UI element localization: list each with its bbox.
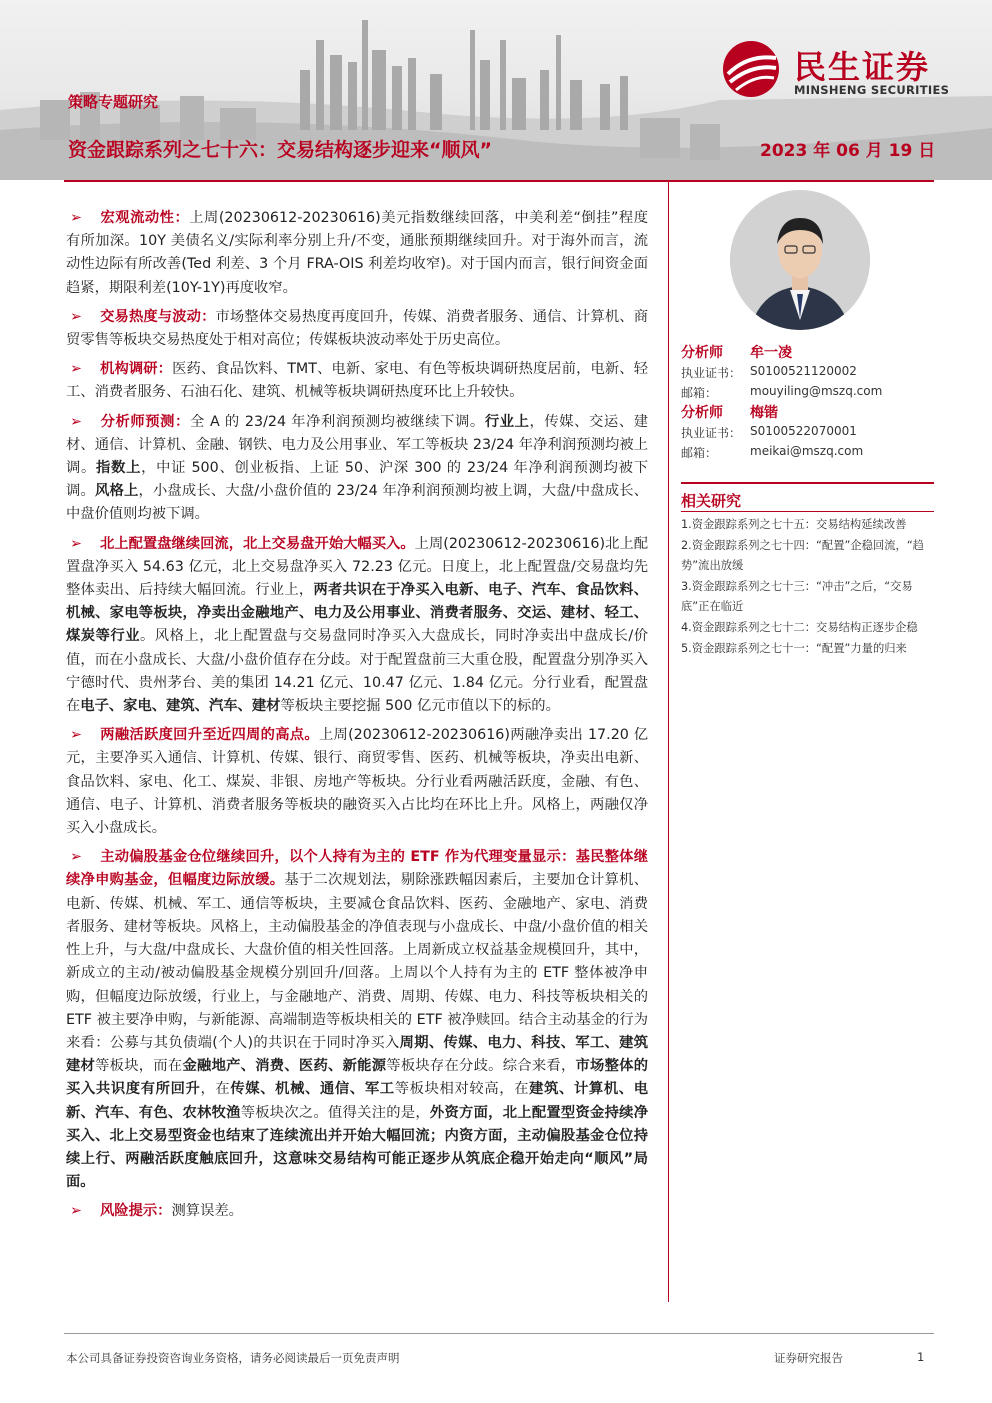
analyst-role-label: 分析师 <box>681 345 723 361</box>
report-category: 策略专题研究 <box>68 93 159 111</box>
bullet-text: 等板块主要挖掘 500 亿元市值以下的标的。 <box>280 698 560 715</box>
analyst-photo <box>730 190 870 330</box>
email-address[interactable]: meikai@mszq.com <box>750 444 864 458</box>
related-item[interactable]: 3.资金跟踪系列之七十三：“冲击”之后，“交易底”正在临近 <box>681 579 913 614</box>
bullet-text: ，在 <box>200 1081 231 1098</box>
bullet-heading: 分析师预测： <box>100 413 190 430</box>
summary-bullet <box>66 207 648 300</box>
bullet-emphasis-text: 市场整体的买入共识度有所回升 <box>66 1058 649 1098</box>
analyst-info <box>681 342 936 462</box>
bullet-text: 等板块相对较高，在 <box>394 1081 530 1098</box>
bullet-text: 等板块，而在 <box>95 1058 183 1075</box>
bullet-arrow-icon: ➢ <box>70 361 82 378</box>
bullet-heading: 宏观流动性： <box>100 210 190 226</box>
analyst-1-cert-row <box>681 362 936 382</box>
bullet-text: 等板块次之。值得关注的是， <box>240 1104 430 1121</box>
company-logo <box>718 40 968 100</box>
summary-bullet <box>66 411 648 527</box>
bullet-text: 上周(20230612-20230616)两融净卖出 17.20 亿元，主要净买入通信、计算机、传媒、银行、商贸零售、医药、机械等板块，净卖出电新、食品饮料、家电、化工、煤炭、非银、房地产等板块。分行业看两融活跃度，金融、有色、通信、电子、计算机、消费者服务等板块的融资买入占比均在环比上升。风格上，两融仅净买入小盘成长。 <box>66 727 649 837</box>
analyst-2-cert-row <box>681 422 936 442</box>
page-number: 1 <box>917 1350 925 1364</box>
email-address[interactable]: mouyiling@mszq.com <box>750 384 883 398</box>
related-item[interactable]: 1.资金跟踪系列之七十五：交易结构延续改善 <box>681 518 907 531</box>
header-banner <box>0 0 992 180</box>
bullet-emphasis-text: 传媒、机械、通信、军工 <box>230 1081 395 1098</box>
summary-bullet <box>66 306 648 352</box>
bullet-arrow-icon: ➢ <box>70 210 82 226</box>
bullet-heading: 两融活跃度回升至近四周的高点。 <box>100 727 319 744</box>
report-title: 资金跟踪系列之七十六：交易结构逐步迎来“顺风” <box>68 139 492 161</box>
cert-number: S0100521120002 <box>750 364 857 378</box>
column-divider <box>668 182 669 1302</box>
bullet-text: ，小盘成长、大盘/小盘价值的 23/24 年净利润预测均被上调，大盘/中盘成长、中盘价值则均被下调。 <box>66 483 649 523</box>
bullet-text: 上周(20230612-20230616)北上配置盘净买入 54.63 亿元，北上交易盘净买入 72.23 亿元。日度上，北上配置盘/交易盘均先整体卖出、后持续大幅回流。行业上， <box>66 535 648 599</box>
related-item[interactable]: 4.资金跟踪系列之七十二：交易结构正逐步企稳 <box>681 620 918 634</box>
footer-divider <box>64 1333 934 1334</box>
bullet-emphasis-text: 行业上 <box>484 413 530 430</box>
bullet-arrow-icon: ➢ <box>70 535 82 552</box>
bullet-arrow-icon: ➢ <box>70 727 82 744</box>
analyst-role-label: 分析师 <box>681 405 723 421</box>
summary-bullet <box>66 1200 648 1223</box>
summary-bullet <box>66 358 648 404</box>
bullet-heading: 主动偏股基金仓位继续回升，以个人持有为主的 ETF 作为代理变量显示：基民整体继续净申购基金，但幅度边际放缓。 <box>66 849 648 889</box>
logo-english-name: MINSHENG SECURITIES <box>794 83 950 97</box>
bullet-text: 测算误差。 <box>171 1203 243 1220</box>
bullet-text: 医药、食品饮料、TMT、电新、家电、有色等板块调研热度居前，电新、轻工、消费者服务、石油石化、建筑、机械等板块调研热度环比上升较快。 <box>66 361 648 401</box>
related-heading-divider <box>681 511 934 512</box>
cert-number: S0100522070001 <box>750 424 857 438</box>
bullet-text: ，传媒、交运、建材、通信、计算机、金融、钢铁、电力及公用事业、军工等板块 23/24 年净利润预测均被上调。 <box>66 413 649 477</box>
bullet-text: 全 A 的 23/24 年净利润预测均被继续下调。 <box>189 413 485 430</box>
related-top-divider <box>681 482 934 484</box>
summary-body <box>66 207 648 1230</box>
footer-report-type: 证券研究报告 <box>774 1351 843 1365</box>
bullet-emphasis-text: 周期、传媒、电力、科技、军工、建筑建材 <box>66 1034 649 1075</box>
cert-label: 执业证书： <box>681 366 742 380</box>
bullet-heading: 北上配置盘继续回流，北上交易盘开始大幅买入。 <box>100 535 415 552</box>
bullet-emphasis-text: 金融地产、消费、医药、新能源 <box>182 1058 387 1075</box>
related-item[interactable]: 2.资金跟踪系列之七十四：“配置”企稳回流，“趋势”流出放缓 <box>681 538 924 573</box>
bullet-emphasis-text: 外资方面，北上配置型资金持续净买入、北上交易型资金也结束了连续流出并开始大幅回流；内资方面，主动偏股基金仓位持续上行、两融活跃度触底回升，这意味交易结构可能正逐步从筑底企稳开始走向“顺风”局面。 <box>66 1104 649 1191</box>
analyst-2-email-row <box>681 442 936 462</box>
bullet-emphasis-text: 风格上 <box>94 483 139 500</box>
email-label: 邮箱： <box>681 446 718 460</box>
cert-label: 执业证书： <box>681 426 742 440</box>
related-research-heading: 相关研究 <box>681 492 742 510</box>
analyst-2-role-row <box>681 402 936 422</box>
summary-bullet <box>66 533 648 719</box>
bullet-heading: 机构调研： <box>100 361 173 378</box>
bullet-emphasis-text: 指数上 <box>96 460 142 477</box>
footer-disclaimer: 本公司具备证券投资咨询业务资格，请务必阅读最后一页免责声明 <box>66 1351 400 1365</box>
bullet-text: 市场整体交易热度再度回升，传媒、消费者服务、通信、计算机、商贸零售等板块交易热度处于相对高位；传媒板块波动率处于历史高位。 <box>66 308 649 349</box>
analyst-1-email-row <box>681 382 936 402</box>
bullet-text: 上周(20230612-20230616)美元指数继续回落，中美利差“倒挂”程度有所加深。10Y 美债名义/实际利率分别上升/不变，通胀预期继续回升。对于海外而言，流动性边际有所改善(Ted 利差、3 个月 FRA-OIS 利差均收窄)。对于国内而言，银行间资金面趋紧，期限利差(10Y-1Y)再度收窄。 <box>66 210 648 296</box>
summary-bullet <box>66 724 648 840</box>
bullet-emphasis-text: 建筑、计算机、电新、汽车、有色、农林牧渔 <box>66 1081 649 1121</box>
logo-chinese-name: 民生证券 <box>794 48 931 86</box>
summary-bullet <box>66 846 648 1194</box>
bullet-text: 等板块存在分歧。综合来看， <box>386 1058 576 1075</box>
analyst-name: 牟一凌 <box>750 345 792 361</box>
bullet-heading: 风险提示： <box>100 1203 172 1220</box>
bullet-text: 基于二次规划法，剔除涨跌幅因素后，主要加仓计算机、电新、传媒、机械、军工、通信等板块，主要减仓食品饮料、医药、金融地产、家电、消费者服务、建材等板块。风格上，主动偏股基金的净值表现与小盘成长、中盘/小盘价值的相关性上升，与大盘/中盘成长、大盘价值的相关性回落。上周新成立权益基金规模回升，其中，新成立的主动/被动偏股基金规模分别回升/回落。上周以个人持有为主的 ETF 整体被净申购，但幅度边际放缓，行业上，与金融地产、消费、周期、传媒、电力、科技等板块相关的 ETF 被主要净申购，与新能源、高端制造等板块相关的 ETF 被净赎回。结合主动基金的行为来看：公募与其负债端(个人)的共识在于同时净买入 <box>66 872 649 1051</box>
minsheng-logo-icon <box>718 40 784 98</box>
email-label: 邮箱： <box>681 386 718 400</box>
related-item[interactable]: 5.资金跟踪系列之七十一：“配置”力量的归来 <box>681 641 907 655</box>
bullet-text: ，中证 500、创业板指、上证 50、沪深 300 的 23/24 年净利润预测均被下调。 <box>66 460 648 500</box>
report-date: 2023 年 06 月 19 日 <box>760 141 936 161</box>
analyst-name: 梅锴 <box>750 405 778 421</box>
bullet-heading: 交易热度与波动： <box>100 308 216 325</box>
bullet-arrow-icon: ➢ <box>70 308 82 325</box>
analyst-portrait-image <box>730 190 870 330</box>
bullet-text: 。风格上，北上配置盘与交易盘同时净买入大盘成长，同时净卖出中盘成长/价值，而在小盘成长、大盘/小盘价值存在分歧。对于配置盘前三大重仓股，配置盘分别净买入宁德时代、贵州茅台、美的集团 14.21 亿元、10.47 亿元、1.84 亿元。分行业看，配置盘在 <box>66 628 648 715</box>
analyst-1-role-row <box>681 342 936 362</box>
bullet-arrow-icon: ➢ <box>70 1203 82 1220</box>
related-research-list <box>681 515 934 659</box>
bullet-arrow-icon: ➢ <box>70 413 82 430</box>
bullet-emphasis-text: 两者共识在于净买入电新、电子、汽车、食品饮料、机械、家电等板块，净卖出金融地产、电力及公用事业、消费者服务、交运、建材、轻工、煤炭等行业 <box>66 582 649 645</box>
header-divider <box>64 180 934 182</box>
bullet-arrow-icon: ➢ <box>70 849 82 866</box>
bullet-emphasis-text: 电子、家电、建筑、汽车、建材 <box>80 698 281 715</box>
